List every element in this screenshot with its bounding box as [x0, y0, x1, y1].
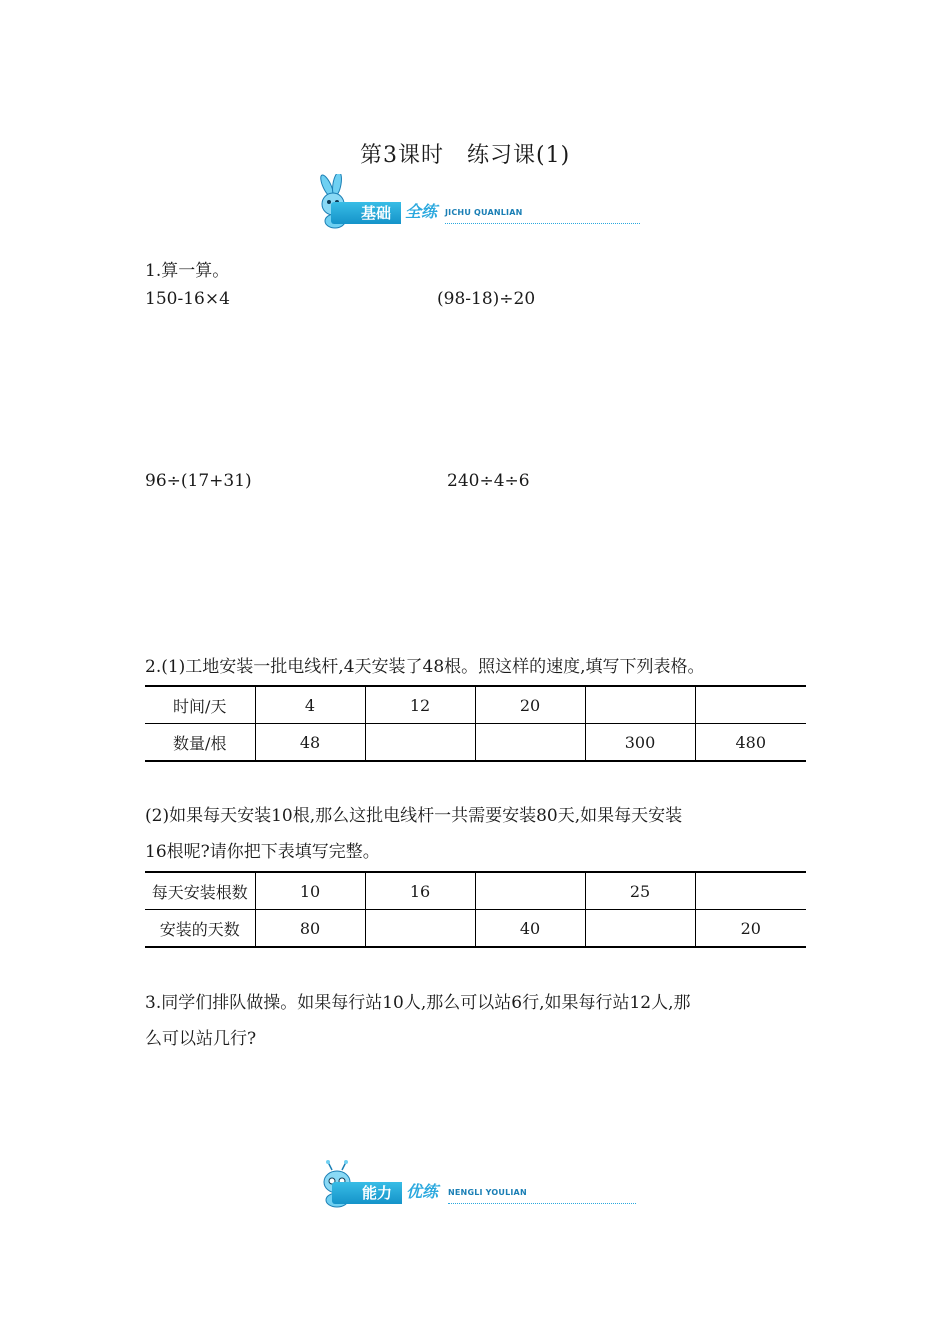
table-cell[interactable] — [695, 872, 806, 910]
table-cell[interactable]: 480 — [695, 724, 806, 762]
section-banner-ability — [310, 1160, 640, 1210]
table-cell[interactable]: 20 — [695, 910, 806, 948]
table-row — [145, 686, 806, 724]
banner-label-secondary: 全练 — [405, 202, 438, 221]
table-time-quantity — [145, 685, 806, 762]
banner-label: 能力 — [332, 1182, 402, 1204]
question-3-line-2: 么可以站几行? — [145, 1029, 257, 1049]
table-cell[interactable]: 40 — [475, 910, 585, 948]
expression: (98-18)÷20 — [437, 289, 536, 309]
banner-divider — [445, 223, 640, 224]
table-cell[interactable]: 80 — [255, 910, 365, 948]
banner-label-secondary: 优练 — [406, 1182, 439, 1201]
table-cell[interactable]: 16 — [365, 872, 475, 910]
table-row — [145, 724, 806, 762]
table-cell[interactable] — [585, 686, 695, 724]
question-2-part-2-line-2: 16根呢?请你把下表填写完整。 — [145, 842, 380, 862]
table-row — [145, 872, 806, 910]
row-header: 时间/天 — [145, 686, 255, 724]
table-cell[interactable] — [585, 910, 695, 948]
banner-label: 基础 — [331, 202, 401, 224]
table-cell[interactable]: 12 — [365, 686, 475, 724]
table-rate-days — [145, 871, 806, 948]
row-header: 安装的天数 — [145, 910, 255, 948]
table-row — [145, 910, 806, 948]
table-cell[interactable]: 10 — [255, 872, 365, 910]
expression: 240÷4÷6 — [447, 471, 530, 491]
banner-pinyin: NENGLI YOULIAN — [448, 1188, 527, 1197]
expression: 150-16×4 — [145, 289, 230, 309]
table-cell[interactable] — [365, 724, 475, 762]
table-cell[interactable]: 300 — [585, 724, 695, 762]
table-cell[interactable]: 20 — [475, 686, 585, 724]
table-cell[interactable] — [695, 686, 806, 724]
section-banner-basic — [305, 180, 645, 230]
question-1-heading: 1.算一算。 — [145, 261, 230, 281]
question-2-part-2-line-1: (2)如果每天安装10根,那么这批电线杆一共需要安装80天,如果每天安装 — [145, 806, 683, 826]
row-header: 数量/根 — [145, 724, 255, 762]
banner-divider — [448, 1203, 636, 1204]
expression: 96÷(17+31) — [145, 471, 252, 491]
page-title: 第3课时 练习课(1) — [360, 143, 571, 168]
question-3-line-1: 3.同学们排队做操。如果每行站10人,那么可以站6行,如果每行站12人,那 — [145, 993, 691, 1013]
table-cell[interactable] — [475, 872, 585, 910]
table-cell[interactable]: 25 — [585, 872, 695, 910]
table-cell[interactable]: 4 — [255, 686, 365, 724]
question-2-part-1: 2.(1)工地安装一批电线杆,4天安装了48根。照这样的速度,填写下列表格。 — [145, 657, 705, 677]
table-cell[interactable]: 48 — [255, 724, 365, 762]
table-cell[interactable] — [475, 724, 585, 762]
table-cell[interactable] — [365, 910, 475, 948]
banner-pinyin: JICHU QUANLIAN — [445, 208, 523, 217]
row-header: 每天安装根数 — [145, 872, 255, 910]
